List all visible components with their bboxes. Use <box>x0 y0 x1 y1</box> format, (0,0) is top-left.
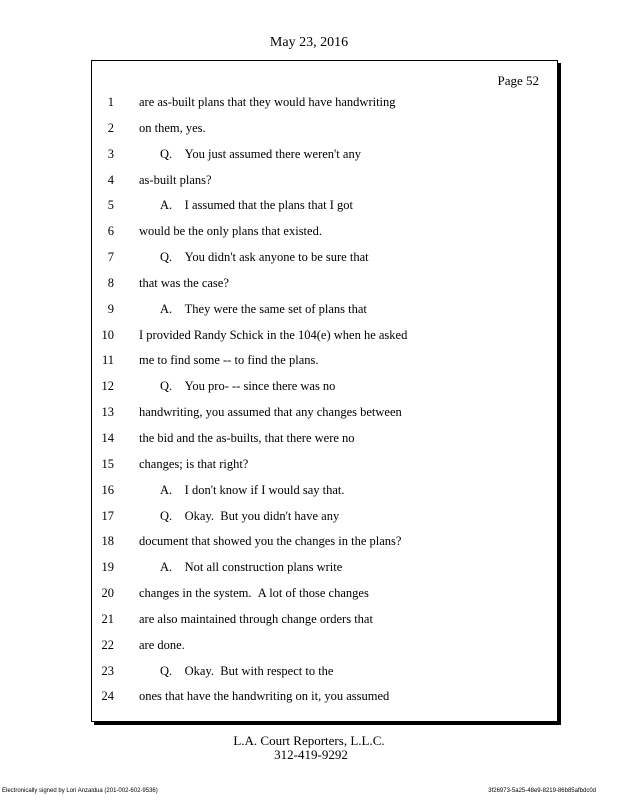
transcript-line <box>92 116 557 142</box>
transcript-line <box>92 659 557 685</box>
line-text: the bid and the as-builts, that there were no <box>139 430 355 445</box>
line-text: me to find some -- to find the plans. <box>139 353 319 368</box>
line-number: 4 <box>107 172 114 187</box>
line-number: 2 <box>107 120 114 135</box>
transcript-line <box>92 348 557 374</box>
page-number: Page 52 <box>497 73 539 88</box>
line-text: Q. You just assumed there weren't any <box>160 146 361 161</box>
line-number: 22 <box>101 637 114 652</box>
line-text: are done. <box>139 637 185 652</box>
transcript-line <box>92 633 557 659</box>
line-number: 24 <box>101 689 114 704</box>
transcript-line <box>92 193 557 219</box>
transcript-line <box>92 90 557 116</box>
line-number: 6 <box>107 224 114 239</box>
line-number: 14 <box>101 430 114 445</box>
transcript-line <box>92 323 557 349</box>
line-text: would be the only plans that existed. <box>139 224 322 239</box>
line-number: 9 <box>107 301 114 316</box>
line-text: changes in the system. A lot of those changes <box>139 586 369 601</box>
line-number: 3 <box>107 146 114 161</box>
transcript-line <box>92 684 557 710</box>
line-number: 17 <box>101 508 114 523</box>
line-number: 16 <box>101 482 114 497</box>
transcript-line <box>92 374 557 400</box>
line-text: changes; is that right? <box>139 456 249 471</box>
line-text: I provided Randy Schick in the 104(e) when he asked <box>139 327 408 342</box>
transcript-line <box>92 245 557 271</box>
line-number: 20 <box>101 586 114 601</box>
line-text: A. I assumed that the plans that I got <box>160 198 354 213</box>
line-text: A. I don't know if I would say that. <box>160 482 345 497</box>
transcript-line <box>92 452 557 478</box>
transcript-line <box>92 400 557 426</box>
line-text: Q. Okay. But with respect to the <box>160 663 334 678</box>
line-text: are as-built plans that they would have handwriting <box>139 95 396 109</box>
line-number: 1 <box>107 95 114 109</box>
court-reporter-name: L.A. Court Reporters, L.L.C. <box>233 733 385 748</box>
line-text: as-built plans? <box>139 172 212 187</box>
line-number: 13 <box>101 405 114 420</box>
transcript-line <box>92 271 557 297</box>
transcript-line <box>92 581 557 607</box>
line-text: Q. You pro- -- since there was no <box>160 379 336 394</box>
line-number: 15 <box>101 456 114 471</box>
footer <box>0 734 618 762</box>
electronic-signature: Electronically signed by Lori Anzaldua (201-002-602-9536) <box>2 788 158 794</box>
line-number: 12 <box>101 379 114 394</box>
line-number: 18 <box>101 534 114 549</box>
line-text: handwriting, you assumed that any changes between <box>139 405 402 420</box>
line-text: Q. You didn't ask anyone to be sure that <box>160 250 369 265</box>
line-number: 10 <box>101 327 114 342</box>
transcript-line <box>92 297 557 323</box>
transcript-line <box>92 168 557 194</box>
document-hash: 3f26973-5a25-48e9-8219-86b85afbdc0d <box>488 788 596 794</box>
line-text: A. They were the same set of plans that <box>160 301 367 316</box>
transcript-lines <box>92 90 557 710</box>
line-text: A. Not all construction plans write <box>160 560 343 575</box>
line-number: 5 <box>107 198 114 213</box>
line-number: 7 <box>107 250 114 265</box>
transcript-line <box>92 504 557 530</box>
line-text: on them, yes. <box>139 120 206 135</box>
line-number: 11 <box>101 353 114 368</box>
transcript-line <box>92 555 557 581</box>
line-text: ones that have the handwriting on it, you assumed <box>139 689 390 704</box>
transcript-page <box>91 60 558 722</box>
line-number: 19 <box>101 560 114 575</box>
line-text: that was the case? <box>139 275 229 290</box>
court-reporter-phone: 312-419-9292 <box>274 747 348 762</box>
transcript-line <box>92 142 557 168</box>
transcript-line <box>92 529 557 555</box>
transcript-line <box>92 607 557 633</box>
line-text: Q. Okay. But you didn't have any <box>160 508 340 523</box>
line-number: 21 <box>101 611 114 626</box>
line-number: 23 <box>101 663 114 678</box>
transcript-line <box>92 219 557 245</box>
line-number: 8 <box>107 275 114 290</box>
line-text: are also maintained through change orders that <box>139 611 373 626</box>
transcript-date: May 23, 2016 <box>269 35 349 50</box>
transcript-line <box>92 478 557 504</box>
transcript-line <box>92 426 557 452</box>
line-text: document that showed you the changes in the plans? <box>139 534 402 549</box>
